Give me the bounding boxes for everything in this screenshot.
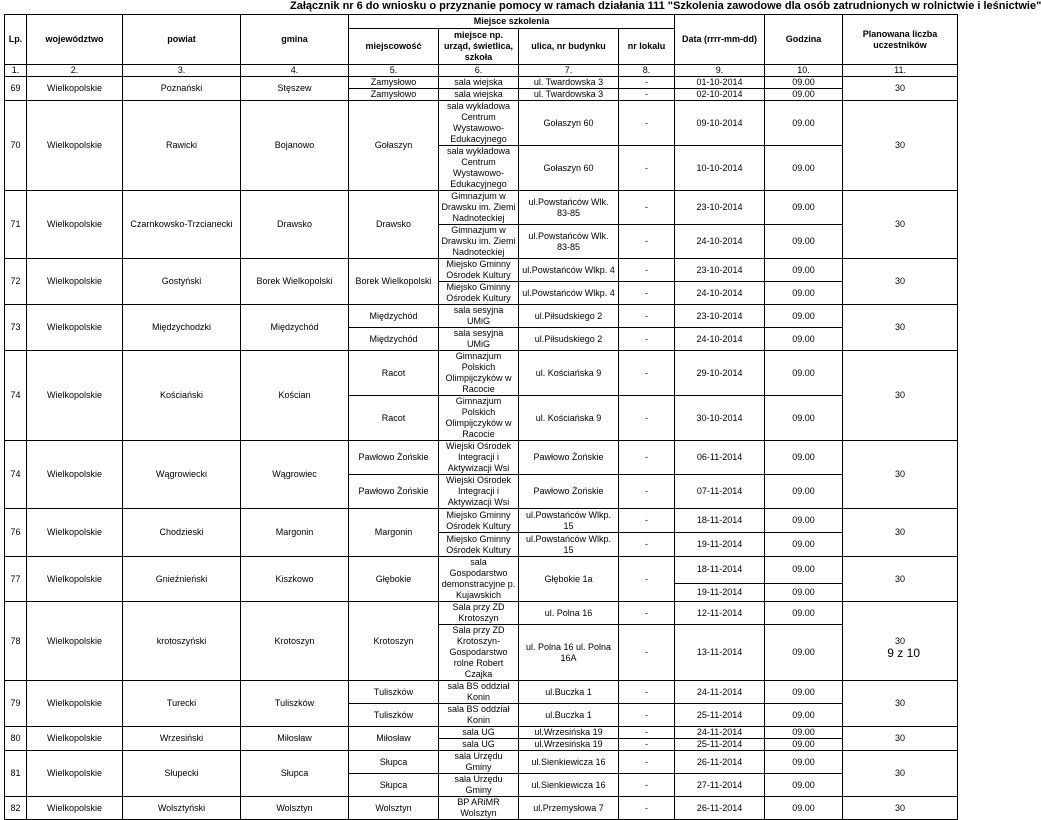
table-row: [5, 305, 958, 328]
ulica-cell: ul. Kościańska 9: [519, 396, 619, 441]
godzina-cell: 09.00: [765, 328, 843, 351]
nr-lokalu-cell: -: [619, 351, 675, 396]
ulica-cell: ul.Wrzesińska 19: [519, 739, 619, 751]
col-num: 6.: [439, 65, 519, 77]
godzina-cell: 09.00: [765, 396, 843, 441]
nr-lokalu-cell: -: [619, 533, 675, 557]
powiat-cell: Kościański: [123, 351, 241, 441]
miejscowosc-cell: Międzychód: [349, 328, 439, 351]
ulica-cell: Gołaszyn 60: [519, 101, 619, 146]
col-miejsce: miejsce np. urząd, świetlica, szkoła: [439, 29, 519, 65]
data-cell: 25-11-2014: [675, 704, 765, 727]
ulica-cell: ul. Twardowska 3: [519, 77, 619, 89]
ulica-cell: ul.Buczka 1: [519, 704, 619, 727]
data-cell: 01-10-2014: [675, 77, 765, 89]
wojewodztwo-cell: Wielkopolskie: [27, 305, 123, 351]
data-cell: 24-10-2014: [675, 328, 765, 351]
godzina-cell: 09.00: [765, 681, 843, 704]
miejsce-cell: Miejsko Gminny Ośrodek Kultury: [439, 533, 519, 557]
nr-lokalu-cell: -: [619, 225, 675, 259]
miejsce-cell: sala wiejska: [439, 77, 519, 89]
powiat-cell: Słupecki: [123, 751, 241, 797]
col-num: 7.: [519, 65, 619, 77]
gmina-cell: Krotoszyn: [241, 602, 349, 681]
col-gmina: gmina: [241, 15, 349, 65]
miejscowosc-cell: Słupca: [349, 774, 439, 797]
miejscowosc-cell: Krotoszyn: [349, 602, 439, 681]
col-godzina: Godzina: [765, 15, 843, 65]
gmina-cell: Słupca: [241, 751, 349, 797]
column-numbers-row: [5, 65, 958, 77]
miejsce-cell: sala UG: [439, 739, 519, 751]
miejsce-cell: Gimnazjum Polskich Olimpijczyków w Racocie: [439, 351, 519, 396]
nr-lokalu-cell: -: [619, 396, 675, 441]
nr-lokalu-cell: -: [619, 602, 675, 625]
data-cell: 12-11-2014: [675, 602, 765, 625]
godzina-cell: 09.00: [765, 259, 843, 282]
miejscowosc-cell: Drawsko: [349, 191, 439, 259]
ulica-cell: Głębokie 1a: [519, 557, 619, 602]
ulica-cell: ul.Powstańców Wlkp. 15: [519, 509, 619, 533]
liczba-cell: 30: [843, 191, 958, 259]
ulica-cell: ul.Powstańców Wlkp. 15: [519, 533, 619, 557]
godzina-cell: 09.00: [765, 751, 843, 774]
table-row: [5, 727, 958, 739]
powiat-cell: Wągrowiecki: [123, 441, 241, 509]
col-num: 2.: [27, 65, 123, 77]
gmina-cell: Margonin: [241, 509, 349, 557]
miejscowosc-cell: Wolsztyn: [349, 797, 439, 820]
miejsce-cell: Miejsko Gminny Ośrodek Kultury: [439, 259, 519, 282]
gmina-cell: Wolsztyn: [241, 797, 349, 820]
ulica-cell: Gołaszyn 60: [519, 146, 619, 191]
godzina-cell: 09.00: [765, 533, 843, 557]
wojewodztwo-cell: Wielkopolskie: [27, 351, 123, 441]
data-cell: 24-11-2014: [675, 727, 765, 739]
liczba-cell: 30: [843, 509, 958, 557]
data-cell: 24-11-2014: [675, 681, 765, 704]
col-wojewodztwo: województwo: [27, 15, 123, 65]
data-cell: 02-10-2014: [675, 89, 765, 101]
data-cell: 26-11-2014: [675, 797, 765, 820]
ulica-cell: Pawłowo Żońskie: [519, 441, 619, 475]
table-row: [5, 191, 958, 225]
ulica-cell: Pawłowo Żońskie: [519, 475, 619, 509]
godzina-cell: 09.00: [765, 225, 843, 259]
gmina-cell: Kiszkowo: [241, 557, 349, 602]
miejsce-cell: Wiejski Ośrodek Integracji i Aktywizacji Wsi: [439, 475, 519, 509]
ulica-cell: ul. Polna 16 ul. Polna 16A: [519, 625, 619, 681]
table-header: [5, 15, 958, 77]
data-cell: 13-11-2014: [675, 625, 765, 681]
miejsce-cell: sala BS oddział Konin: [439, 681, 519, 704]
data-cell: 19-11-2014: [675, 583, 765, 601]
data-cell: 19-11-2014: [675, 533, 765, 557]
data-cell: 26-11-2014: [675, 751, 765, 774]
ulica-cell: ul.Przemysłowa 7: [519, 797, 619, 820]
col-num: 1.: [5, 65, 27, 77]
col-num: 5.: [349, 65, 439, 77]
col-powiat: powiat: [123, 15, 241, 65]
miejscowosc-cell: Pawłowo Żońskie: [349, 475, 439, 509]
nr-lokalu-cell: -: [619, 305, 675, 328]
godzina-cell: 09.00: [765, 191, 843, 225]
ulica-cell: ul.Piłsudskiego 2: [519, 328, 619, 351]
data-cell: 24-10-2014: [675, 225, 765, 259]
nr-lokalu-cell: -: [619, 727, 675, 739]
table-row: [5, 259, 958, 282]
powiat-cell: Poznański: [123, 77, 241, 101]
col-num: 9.: [675, 65, 765, 77]
miejsce-cell: Gimnazjum Polskich Olimpijczyków w Racocie: [439, 396, 519, 441]
powiat-cell: Chodzieski: [123, 509, 241, 557]
col-data: Data (rrrr-mm-dd): [675, 15, 765, 65]
godzina-cell: 09.00: [765, 89, 843, 101]
godzina-cell: 09.00: [765, 727, 843, 739]
wojewodztwo-cell: Wielkopolskie: [27, 191, 123, 259]
miejsce-cell: Miejsko Gminny Ośrodek Kultury: [439, 509, 519, 533]
miejsce-cell: sala sesyjna UMiG: [439, 328, 519, 351]
powiat-cell: krotoszyński: [123, 602, 241, 681]
wojewodztwo-cell: Wielkopolskie: [27, 259, 123, 305]
miejscowosc-cell: Zamysłowo: [349, 89, 439, 101]
table-row: [5, 557, 958, 584]
ulica-cell: ul.Sienkiewicza 16: [519, 774, 619, 797]
col-num: 10.: [765, 65, 843, 77]
gmina-cell: Tuliszków: [241, 681, 349, 727]
table-row: [5, 602, 958, 625]
data-cell: 24-10-2014: [675, 282, 765, 305]
wojewodztwo-cell: Wielkopolskie: [27, 441, 123, 509]
data-cell: 30-10-2014: [675, 396, 765, 441]
gmina-cell: Drawsko: [241, 191, 349, 259]
ulica-cell: ul.Powstańców Wlk. 83-85: [519, 191, 619, 225]
nr-lokalu-cell: -: [619, 101, 675, 146]
col-lp: Lp.: [5, 15, 27, 65]
miejsce-cell: Gimnazjum w Drawsku im. Ziemi Nadnoteckiej: [439, 191, 519, 225]
miejsce-cell: Gimnazjum w Drawsku im. Ziemi Nadnoteckiej: [439, 225, 519, 259]
lp-cell: 72: [5, 259, 27, 305]
lp-cell: 76: [5, 509, 27, 557]
lp-cell: 73: [5, 305, 27, 351]
miejscowosc-cell: Głębokie: [349, 557, 439, 602]
nr-lokalu-cell: -: [619, 557, 675, 602]
godzina-cell: 09.00: [765, 797, 843, 820]
table-row: [5, 351, 958, 396]
lp-cell: 80: [5, 727, 27, 751]
nr-lokalu-cell: -: [619, 146, 675, 191]
miejsce-cell: Sala przy ZD Krotoszyn-Gospodarstwo rolne Robert Czajka: [439, 625, 519, 681]
ulica-cell: ul.Piłsudskiego 2: [519, 305, 619, 328]
powiat-cell: Turecki: [123, 681, 241, 727]
table-row: [5, 77, 958, 89]
miejscowosc-cell: Zamysłowo: [349, 77, 439, 89]
godzina-cell: 09.00: [765, 282, 843, 305]
data-cell: 23-10-2014: [675, 259, 765, 282]
powiat-cell: Czarnkowsko-Trzcianecki: [123, 191, 241, 259]
wojewodztwo-cell: Wielkopolskie: [27, 557, 123, 602]
nr-lokalu-cell: -: [619, 625, 675, 681]
data-cell: 29-10-2014: [675, 351, 765, 396]
miejsce-cell: sala UG: [439, 727, 519, 739]
col-ulica: ulica, nr budynku: [519, 29, 619, 65]
group-miejsce-szkolenia: Miejsce szkolenia: [349, 15, 675, 29]
powiat-cell: Wolsztyński: [123, 797, 241, 820]
lp-cell: 81: [5, 751, 27, 797]
data-cell: 10-10-2014: [675, 146, 765, 191]
godzina-cell: 09.00: [765, 441, 843, 475]
miejscowosc-cell: Tuliszków: [349, 681, 439, 704]
liczba-cell: 30: [843, 351, 958, 441]
col-nr-lokalu: nr lokalu: [619, 29, 675, 65]
nr-lokalu-cell: -: [619, 77, 675, 89]
miejsce-cell: sala sesyjna UMiG: [439, 305, 519, 328]
nr-lokalu-cell: -: [619, 191, 675, 225]
godzina-cell: 09.00: [765, 774, 843, 797]
powiat-cell: Rawicki: [123, 101, 241, 191]
col-num: 4.: [241, 65, 349, 77]
nr-lokalu-cell: -: [619, 681, 675, 704]
data-cell: 07-11-2014: [675, 475, 765, 509]
table-body: [5, 77, 958, 820]
wojewodztwo-cell: Wielkopolskie: [27, 77, 123, 101]
miejsce-cell: BP ARiMR Wolsztyn: [439, 797, 519, 820]
ulica-cell: ul.Powstańców Wlkp. 4: [519, 259, 619, 282]
data-cell: 27-11-2014: [675, 774, 765, 797]
wojewodztwo-cell: Wielkopolskie: [27, 797, 123, 820]
wojewodztwo-cell: Wielkopolskie: [27, 602, 123, 681]
table-row: [5, 101, 958, 146]
miejsce-cell: sala wykładowa Centrum Wystawowo-Edukacyjnego: [439, 101, 519, 146]
col-num: 3.: [123, 65, 241, 77]
col-liczba: Planowana liczba uczestników: [843, 15, 958, 65]
powiat-cell: Gnieźnieński: [123, 557, 241, 602]
ulica-cell: ul.Sienkiewicza 16: [519, 751, 619, 774]
ulica-cell: ul.Powstańców Wlkp. 4: [519, 282, 619, 305]
wojewodztwo-cell: Wielkopolskie: [27, 727, 123, 751]
godzina-cell: 09.00: [765, 625, 843, 681]
table-row: [5, 681, 958, 704]
data-cell: 23-10-2014: [675, 191, 765, 225]
miejsce-cell: sala Gospodarstwo demonstracyjne p. Kujawskich: [439, 557, 519, 602]
training-locations-table: [4, 14, 958, 820]
data-cell: 25-11-2014: [675, 739, 765, 751]
godzina-cell: 09.00: [765, 146, 843, 191]
lp-cell: 70: [5, 101, 27, 191]
gmina-cell: Bojanowo: [241, 101, 349, 191]
nr-lokalu-cell: -: [619, 475, 675, 509]
gmina-cell: Miłosław: [241, 727, 349, 751]
miejsce-cell: sala Urzędu Gminy: [439, 774, 519, 797]
nr-lokalu-cell: -: [619, 441, 675, 475]
miejscowosc-cell: Pawłowo Żońskie: [349, 441, 439, 475]
nr-lokalu-cell: -: [619, 259, 675, 282]
godzina-cell: 09.00: [765, 351, 843, 396]
godzina-cell: 09.00: [765, 739, 843, 751]
data-cell: 23-10-2014: [675, 305, 765, 328]
data-cell: 18-11-2014: [675, 557, 765, 584]
miejscowosc-cell: Racot: [349, 396, 439, 441]
lp-cell: 71: [5, 191, 27, 259]
liczba-cell: 30: [843, 441, 958, 509]
miejscowosc-cell: Słupca: [349, 751, 439, 774]
col-miejscowosc: miejscowość: [349, 29, 439, 65]
nr-lokalu-cell: -: [619, 89, 675, 101]
godzina-cell: 09.00: [765, 305, 843, 328]
miejsce-cell: Wiejski Ośrodek Integracji i Aktywizacji Wsi: [439, 441, 519, 475]
wojewodztwo-cell: Wielkopolskie: [27, 751, 123, 797]
document-title: Załącznik nr 6 do wniosku o przyznanie pomocy w ramach działania 111 "Szkolenia zawodowe dla osób zatrudnionych w rolnictwie i leśnictwie": [290, 0, 1041, 12]
miejsce-cell: sala Urzędu Gminy: [439, 751, 519, 774]
miejscowosc-cell: Międzychód: [349, 305, 439, 328]
miejscowosc-cell: Gołaszyn: [349, 101, 439, 191]
col-num: 8.: [619, 65, 675, 77]
wojewodztwo-cell: Wielkopolskie: [27, 509, 123, 557]
nr-lokalu-cell: -: [619, 704, 675, 727]
data-cell: 18-11-2014: [675, 509, 765, 533]
miejscowosc-cell: Racot: [349, 351, 439, 396]
liczba-cell: 30: [843, 305, 958, 351]
data-cell: 06-11-2014: [675, 441, 765, 475]
table-row: [5, 441, 958, 475]
wojewodztwo-cell: Wielkopolskie: [27, 681, 123, 727]
gmina-cell: Międzychód: [241, 305, 349, 351]
lp-cell: 79: [5, 681, 27, 727]
godzina-cell: 09.00: [765, 509, 843, 533]
nr-lokalu-cell: -: [619, 797, 675, 820]
miejsce-cell: Sala przy ZD Krotoszyn: [439, 602, 519, 625]
gmina-cell: Borek Wielkopolski: [241, 259, 349, 305]
wojewodztwo-cell: Wielkopolskie: [27, 101, 123, 191]
liczba-cell: 30: [843, 557, 958, 602]
lp-cell: 78: [5, 602, 27, 681]
lp-cell: 82: [5, 797, 27, 820]
godzina-cell: 09.00: [765, 557, 843, 584]
powiat-cell: Gostyński: [123, 259, 241, 305]
godzina-cell: 09.00: [765, 704, 843, 727]
miejscowosc-cell: Margonin: [349, 509, 439, 557]
liczba-cell: 30: [843, 681, 958, 727]
gmina-cell: Stęszew: [241, 77, 349, 101]
ulica-cell: ul.Buczka 1: [519, 681, 619, 704]
godzina-cell: 09.00: [765, 583, 843, 601]
liczba-cell: 30: [843, 797, 958, 820]
liczba-cell: 30: [843, 77, 958, 101]
gmina-cell: Wągrowiec: [241, 441, 349, 509]
nr-lokalu-cell: -: [619, 509, 675, 533]
miejsce-cell: sala wiejska: [439, 89, 519, 101]
ulica-cell: ul.Powstańców Wlk. 83-85: [519, 225, 619, 259]
col-num: 11.: [843, 65, 958, 77]
miejscowosc-cell: Tuliszków: [349, 704, 439, 727]
gmina-cell: Kościan: [241, 351, 349, 441]
liczba-cell: 30: [843, 259, 958, 305]
ulica-cell: ul. Polna 16: [519, 602, 619, 625]
nr-lokalu-cell: -: [619, 739, 675, 751]
miejsce-cell: sala wykładowa Centrum Wystawowo-Edukacyjnego: [439, 146, 519, 191]
lp-cell: 74: [5, 351, 27, 441]
ulica-cell: ul. Kościańska 9: [519, 351, 619, 396]
miejsce-cell: sala BS oddział Konin: [439, 704, 519, 727]
miejscowosc-cell: Borek Wielkopolski: [349, 259, 439, 305]
godzina-cell: 09.00: [765, 475, 843, 509]
powiat-cell: Wrzesiński: [123, 727, 241, 751]
powiat-cell: Międzychodzki: [123, 305, 241, 351]
nr-lokalu-cell: -: [619, 774, 675, 797]
liczba-cell: 30: [843, 602, 958, 681]
miejscowosc-cell: Miłosław: [349, 727, 439, 751]
godzina-cell: 09.00: [765, 77, 843, 89]
liczba-cell: 30: [843, 727, 958, 751]
page-number: 9 z 10: [887, 646, 920, 660]
nr-lokalu-cell: -: [619, 328, 675, 351]
miejsce-cell: Miejsko Gminny Ośrodek Kultury: [439, 282, 519, 305]
lp-cell: 74: [5, 441, 27, 509]
godzina-cell: 09.00: [765, 602, 843, 625]
nr-lokalu-cell: -: [619, 751, 675, 774]
nr-lokalu-cell: -: [619, 282, 675, 305]
data-cell: 09-10-2014: [675, 101, 765, 146]
table-row: [5, 751, 958, 774]
ulica-cell: ul. Twardowska 3: [519, 89, 619, 101]
table-row: [5, 509, 958, 533]
liczba-cell: 30: [843, 101, 958, 191]
table-row: [5, 797, 958, 820]
godzina-cell: 09.00: [765, 101, 843, 146]
lp-cell: 77: [5, 557, 27, 602]
ulica-cell: ul.Wrzesińska 19: [519, 727, 619, 739]
liczba-cell: 30: [843, 751, 958, 797]
lp-cell: 69: [5, 77, 27, 101]
